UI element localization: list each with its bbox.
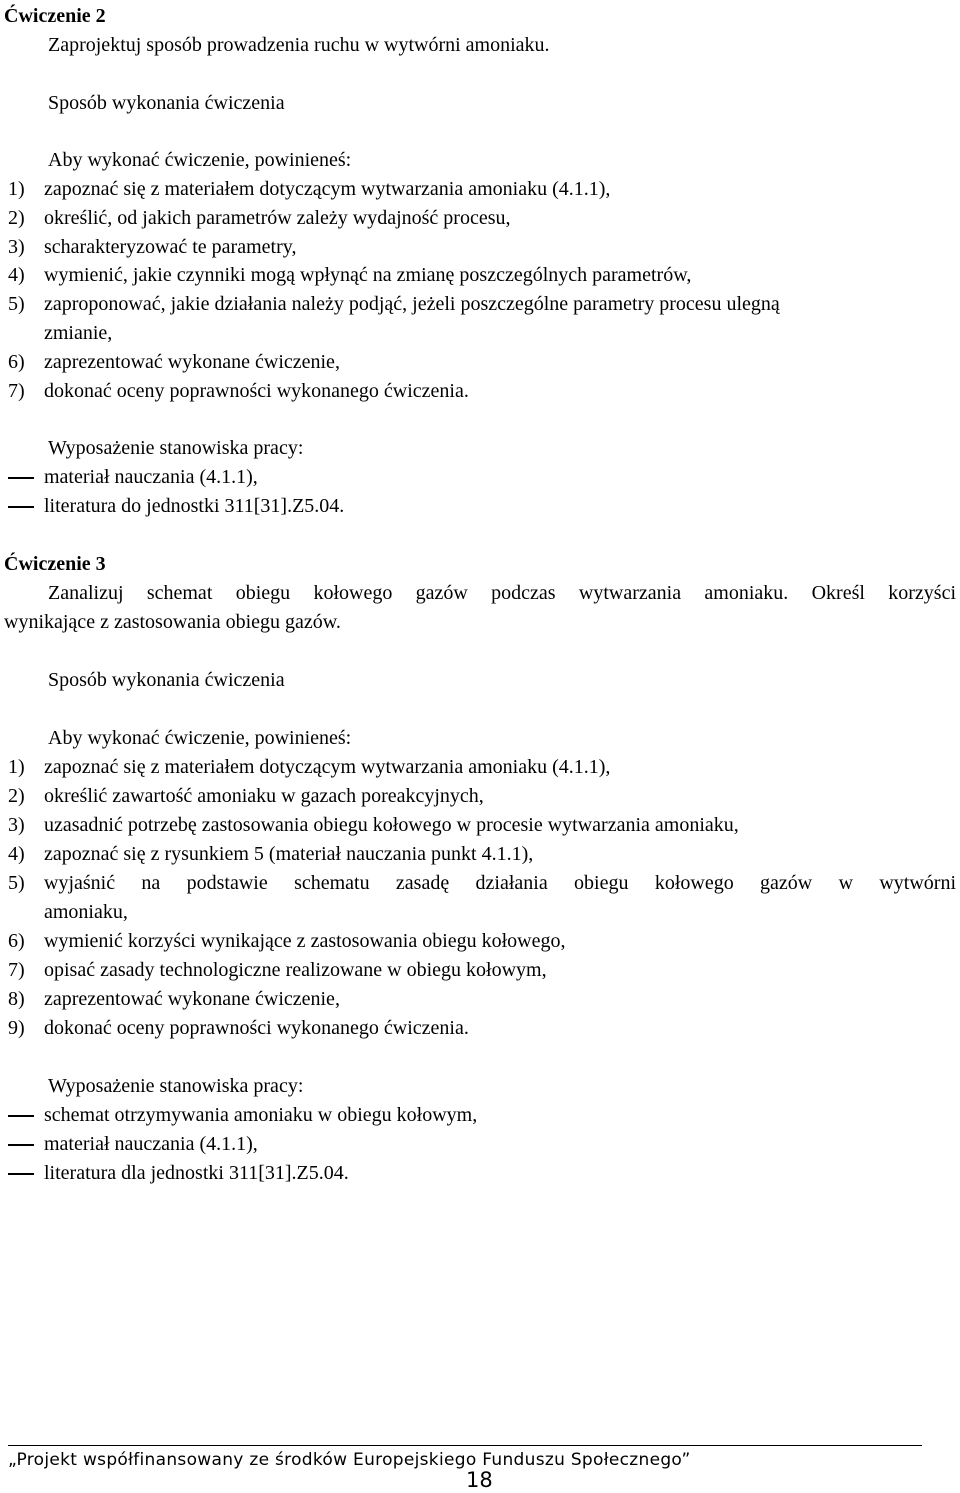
exercise-2-equipment-heading: Wyposażenie stanowiska pracy:: [48, 437, 304, 459]
exercise-2-method-heading: Sposób wykonania ćwiczenia: [48, 92, 285, 114]
page-number: 18: [466, 1468, 493, 1492]
dash-bullet-icon: [8, 506, 34, 508]
exercise-3-method-heading: Sposób wykonania ćwiczenia: [48, 669, 285, 691]
exercise-2-title: Ćwiczenie 2: [4, 5, 106, 27]
exercise-3-task-line2: wynikające z zastosowania obiegu gazów.: [4, 611, 341, 633]
dash-bullet-icon: [8, 1173, 34, 1175]
footer-text: „Projekt współfinansowany ze środków Europejskiego Funduszu Społecznego”: [8, 1450, 691, 1470]
exercise-3-intro: Aby wykonać ćwiczenie, powinieneś:: [48, 727, 352, 749]
exercise-3-title: Ćwiczenie 3: [4, 553, 106, 575]
exercise-3-task-line1: Zanalizuj schemat obiegu kołowego gazów podczas wytwarzania amoniaku. Określ korzyści: [48, 582, 956, 604]
dash-bullet-icon: [8, 1115, 34, 1117]
dash-bullet-icon: [8, 477, 34, 479]
dash-bullet-icon: [8, 1144, 34, 1146]
exercise-3-equipment-heading: Wyposażenie stanowiska pracy:: [48, 1075, 304, 1097]
exercise-2-intro: Aby wykonać ćwiczenie, powinieneś:: [48, 149, 352, 171]
exercise-2-task: Zaprojektuj sposób prowadzenia ruchu w wytwórni amoniaku.: [48, 34, 550, 56]
footer-divider: [8, 1445, 922, 1446]
